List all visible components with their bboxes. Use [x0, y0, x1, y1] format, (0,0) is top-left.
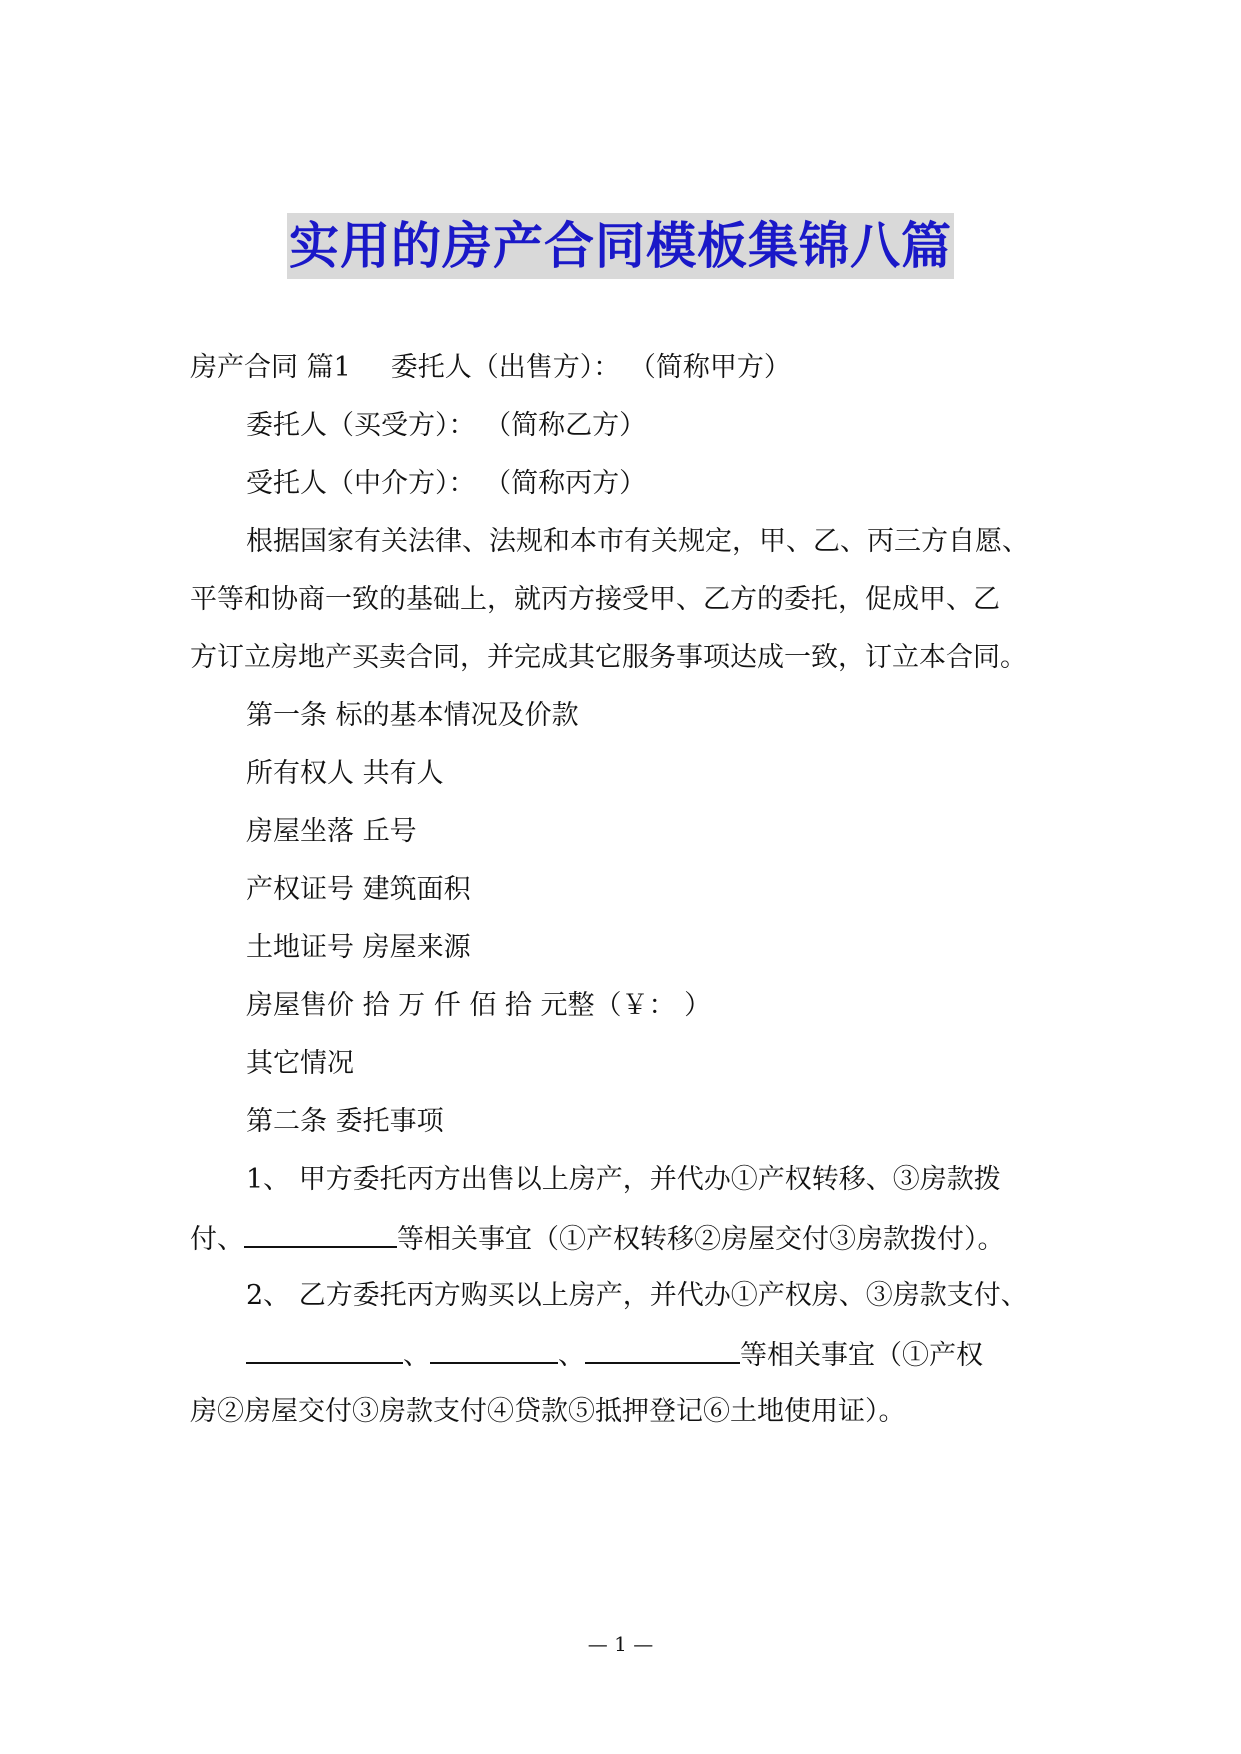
text-fragment: 、	[558, 1340, 585, 1371]
paragraph-line: 根据国家有关法律、法规和本市有关规定，甲、乙、丙三方自愿、	[246, 526, 1029, 557]
agent-party: 受托人（中介方）： （简称丙方）	[246, 468, 647, 499]
fill-in-blank	[585, 1334, 740, 1364]
seller-party: 委托人（出售方）： （简称甲方）	[390, 352, 791, 383]
article-heading: 第一条 标的基本情况及价款	[246, 700, 579, 731]
paragraph-line: 平等和协商一致的基础上，就丙方接受甲、乙方的委托，促成甲、乙	[190, 584, 1000, 615]
paragraph-line: 1、 甲方委托丙方出售以上房产，并代办①产权转移、③房款拨	[246, 1164, 1001, 1195]
text-fragment: 等相关事宜（①产权转移②房屋交付③房款拨付）。	[397, 1224, 1005, 1255]
paragraph-line: 2、 乙方委托丙方购买以上房产，并代办①产权房、③房款支付、	[246, 1280, 1028, 1311]
fill-in-blank	[246, 1334, 403, 1364]
paragraph-line: 方订立房地产买卖合同，并完成其它服务事项达成一致，订立本合同。	[190, 642, 1027, 673]
price-line: 房屋售价 拾 万 仟 佰 拾 元整（￥： ）	[246, 990, 712, 1021]
field-line: 所有权人 共有人	[246, 758, 444, 789]
title-container	[0, 213, 1241, 279]
paragraph-line	[190, 1218, 1005, 1260]
article-heading: 第二条 委托事项	[246, 1106, 444, 1137]
text-fragment: 等相关事宜（①产权	[740, 1340, 983, 1371]
fill-in-blank	[430, 1334, 558, 1364]
page-number: — 1 —	[587, 1632, 654, 1656]
document-title: 实用的房产合同模板集锦八篇	[287, 213, 954, 279]
paragraph-line: 房②房屋交付③房款支付④贷款⑤抵押登记⑥土地使用证）。	[190, 1396, 906, 1427]
paragraph-line	[190, 348, 791, 388]
field-line: 房屋坐落 丘号	[246, 816, 417, 847]
text-fragment: 、	[403, 1340, 430, 1371]
field-line: 土地证号 房屋来源	[246, 932, 471, 963]
fill-in-blank	[244, 1218, 397, 1248]
field-line: 产权证号 建筑面积	[246, 874, 471, 905]
section-heading: 房产合同 篇1	[190, 352, 351, 383]
text-fragment: 付、	[190, 1224, 244, 1255]
paragraph-line	[246, 1334, 983, 1376]
buyer-party: 委托人（买受方）： （简称乙方）	[246, 410, 647, 441]
field-line: 其它情况	[246, 1048, 354, 1079]
